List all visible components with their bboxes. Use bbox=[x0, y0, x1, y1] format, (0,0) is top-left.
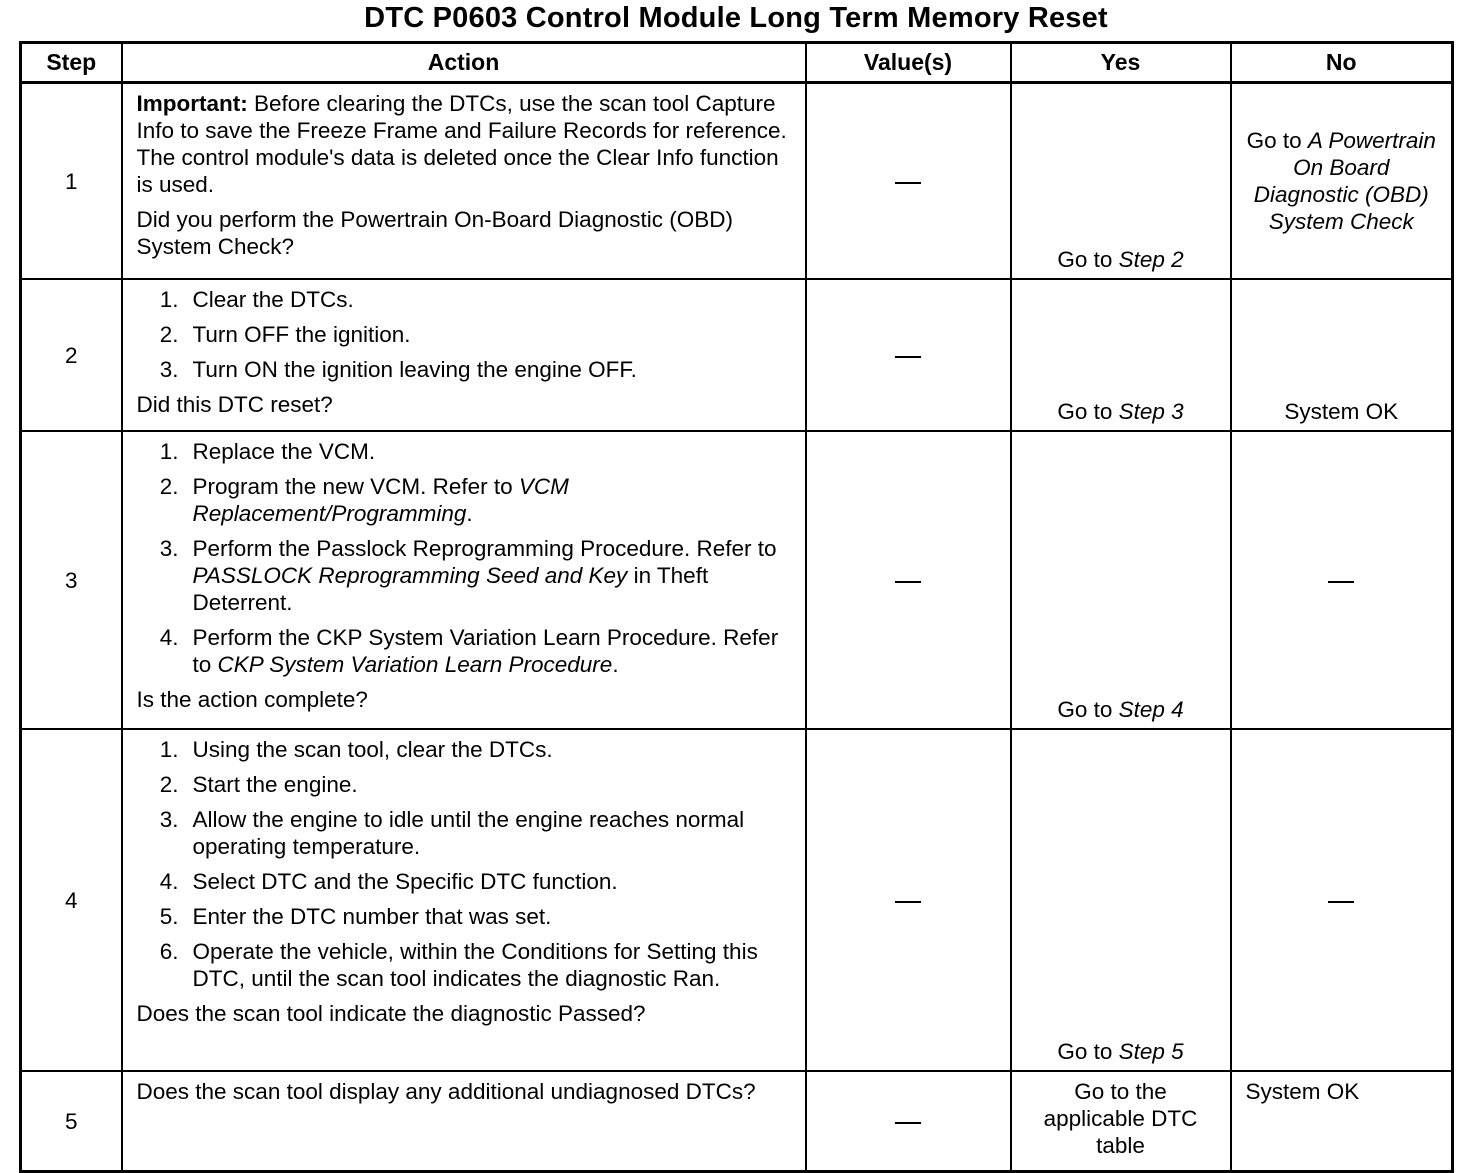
no-cell: System OK bbox=[1231, 1071, 1453, 1172]
action-cell bbox=[122, 729, 806, 1071]
list-item: 1. Using the scan tool, clear the DTCs. bbox=[159, 737, 553, 762]
value-dash bbox=[895, 356, 921, 358]
list-item: 1. Clear the DTCs. bbox=[159, 287, 354, 312]
action-list bbox=[137, 438, 795, 678]
list-item: 1. Replace the VCM. bbox=[159, 439, 376, 464]
yes-prefix: Go to bbox=[1057, 247, 1119, 272]
important-note bbox=[137, 90, 795, 198]
step-number: 2 bbox=[21, 279, 122, 431]
list-item: 2. Start the engine. bbox=[159, 772, 358, 797]
no-cell bbox=[1231, 83, 1453, 280]
diagnostic-table bbox=[19, 41, 1454, 1173]
list-item: 5. Enter the DTC number that was set. bbox=[159, 904, 552, 929]
yes-step-ref: Step 5 bbox=[1118, 1039, 1184, 1064]
action-list bbox=[137, 736, 795, 992]
page-title: DTC P0603 Control Module Long Term Memory Reset bbox=[364, 2, 1108, 34]
action-question: Does the scan tool indicate the diagnostic Passed? bbox=[136, 1001, 646, 1026]
table-row bbox=[21, 83, 1453, 280]
yes-prefix: Go to bbox=[1057, 399, 1119, 424]
no-cell: System OK bbox=[1231, 279, 1453, 431]
yes-step-ref: Step 4 bbox=[1118, 697, 1184, 722]
action-question: Does the scan tool display any additional undiagnosed DTCs? bbox=[136, 1079, 756, 1104]
table-header-row bbox=[21, 43, 1453, 83]
list-item: 6. Operate the vehicle, within the Conditions for Setting this DTC, until the scan tool indicates the diagnostic Ran. bbox=[159, 939, 758, 991]
yes-prefix: Go to bbox=[1057, 697, 1119, 722]
list-item: 3. Perform the Passlock Reprogramming Procedure. Refer to PASSLOCK Reprogramming Seed and Key in Theft Deterrent. bbox=[159, 536, 777, 615]
header-action: Action bbox=[122, 43, 806, 83]
yes-cell: Go to the applicable DTC table bbox=[1011, 1071, 1231, 1172]
step-number: 3 bbox=[21, 431, 122, 729]
header-step: Step bbox=[21, 43, 122, 83]
yes-cell bbox=[1011, 729, 1231, 1071]
yes-prefix: Go to bbox=[1057, 1039, 1119, 1064]
yes-step-ref: Step 3 bbox=[1118, 399, 1184, 424]
no-cell bbox=[1231, 431, 1453, 729]
list-item: 4. Perform the CKP System Variation Learn Procedure. Refer to CKP System Variation Learn Procedure. bbox=[159, 625, 779, 677]
yes-cell bbox=[1011, 279, 1231, 431]
step-number: 1 bbox=[21, 83, 122, 280]
yes-cell bbox=[1011, 83, 1231, 280]
header-no: No bbox=[1231, 43, 1453, 83]
action-question: Did you perform the Powertrain On-Board Diagnostic (OBD) System Check? bbox=[136, 207, 733, 259]
action-question: Is the action complete? bbox=[136, 687, 368, 712]
list-item: 2. Turn OFF the ignition. bbox=[159, 322, 411, 347]
table-row bbox=[21, 1071, 1453, 1172]
yes-step-ref: Step 2 bbox=[1118, 247, 1184, 272]
value-cell bbox=[806, 431, 1011, 729]
no-dash bbox=[1328, 901, 1354, 903]
action-cell bbox=[122, 279, 806, 431]
value-cell bbox=[806, 729, 1011, 1071]
important-label: Important: bbox=[136, 91, 248, 116]
value-dash bbox=[895, 1122, 921, 1124]
no-dash bbox=[1328, 581, 1354, 583]
no-prefix: Go to bbox=[1246, 128, 1308, 153]
action-cell bbox=[122, 1071, 806, 1172]
no-cell bbox=[1231, 729, 1453, 1071]
value-dash bbox=[895, 581, 921, 583]
value-cell bbox=[806, 279, 1011, 431]
action-cell bbox=[122, 83, 806, 280]
list-item: 3. Turn ON the ignition leaving the engine OFF. bbox=[159, 357, 637, 382]
value-dash bbox=[895, 901, 921, 903]
value-cell bbox=[806, 1071, 1011, 1172]
list-item: 2. Program the new VCM. Refer to VCM Replacement/Programming. bbox=[159, 474, 569, 526]
action-question: Did this DTC reset? bbox=[136, 392, 333, 417]
table-row bbox=[21, 279, 1453, 431]
step-number: 5 bbox=[21, 1071, 122, 1172]
header-values: Value(s) bbox=[806, 43, 1011, 83]
value-cell bbox=[806, 83, 1011, 280]
step-number: 4 bbox=[21, 729, 122, 1071]
list-item: 4. Select DTC and the Specific DTC function. bbox=[159, 869, 618, 894]
important-text: Before clearing the DTCs, use the scan tool Capture Info to save the Freeze Frame and Failure Records for reference. The control module's data is deleted once the Clear Info function is used. bbox=[136, 91, 787, 197]
header-yes: Yes bbox=[1011, 43, 1231, 83]
yes-cell bbox=[1011, 431, 1231, 729]
no-ref: A Powertrain On Board Diagnostic (OBD) System Check bbox=[1253, 128, 1436, 234]
value-dash bbox=[895, 182, 921, 184]
list-item: 3. Allow the engine to idle until the engine reaches normal operating temperature. bbox=[159, 807, 745, 859]
table-row bbox=[21, 431, 1453, 729]
action-list bbox=[137, 286, 795, 383]
table-row bbox=[21, 729, 1453, 1071]
action-cell bbox=[122, 431, 806, 729]
